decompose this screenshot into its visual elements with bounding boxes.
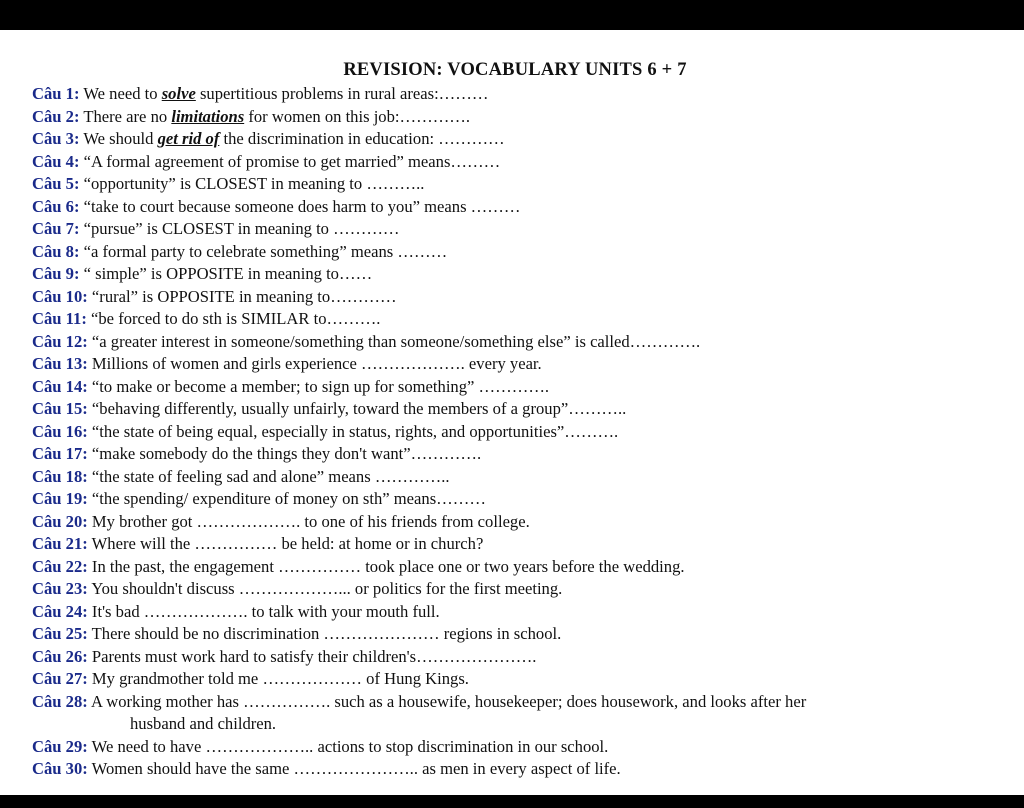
- question-3: Câu 3: We should get rid of the discrimination in education: …………: [32, 129, 505, 148]
- question-21: Câu 21: Where will the …………… be held: at home or in church?: [32, 534, 484, 553]
- question-8: Câu 8: “a formal party to celebrate something” means ………: [32, 241, 448, 261]
- keyword: limitations: [171, 106, 245, 126]
- question-22: Câu 22: In the past, the engagement …………… took place one or two years before the wedding.: [32, 556, 685, 576]
- question-20: Câu 20: My brother got ………………. to one of his friends from college.: [32, 511, 530, 531]
- question-19: Câu 19: “the spending/ expenditure of money on sth” means………: [32, 489, 486, 508]
- question-28-continuation: husband and children.: [130, 714, 277, 733]
- question-15: Câu 15: “behaving differently, usually unfairly, toward the members of a group”………..: [32, 399, 627, 418]
- keyword: get rid of: [157, 129, 220, 148]
- question-10: Câu 10: “rural” is OPPOSITE in meaning to…………: [32, 286, 397, 306]
- question-27: Câu 27: My grandmother told me ……………… of Hung Kings.: [32, 669, 469, 688]
- question-2: Câu 2: There are no limitations for women on this job:………….: [32, 106, 471, 126]
- question-6: Câu 6: “take to court because someone does harm to you” means ………: [32, 196, 521, 216]
- question-13: Câu 13: Millions of women and girls experience ………………. every year.: [32, 354, 542, 373]
- question-29: Câu 29: We need to have ……………….. actions to stop discrimination in our school.: [32, 736, 609, 756]
- question-11: Câu 11: “be forced to do sth is SIMILAR to……….: [32, 309, 381, 328]
- question-4: Câu 4: “A formal agreement of promise to get married” means………: [32, 151, 501, 171]
- question-26: Câu 26: Parents must work hard to satisfy their children's………………….: [32, 646, 537, 666]
- question-23: Câu 23: You shouldn't discuss ………………... or politics for the first meeting.: [32, 579, 563, 598]
- question-16: Câu 16: “the state of being equal, especially in status, rights, and opportunities”……….: [32, 421, 619, 441]
- worksheet-page: [0, 30, 1024, 795]
- question-28: Câu 28: A working mother has ……………. such as a housewife, housekeeper; does housework, and looks after her husband and children.: [32, 691, 1006, 736]
- question-18: Câu 18: “the state of feeling sad and alone” means …………..: [32, 466, 450, 486]
- question-1: Câu 1: We need to solve supertitious problems in rural areas:………: [32, 84, 489, 103]
- keyword: solve: [161, 84, 196, 103]
- question-12: Câu 12: “a greater interest in someone/something than someone/something else” is called………….: [32, 331, 701, 351]
- page-title: REVISION: VOCABULARY UNITS 6 + 7: [343, 60, 687, 80]
- question-7: Câu 7: “pursue” is CLOSEST in meaning to …………: [32, 219, 400, 238]
- question-9: Câu 9: “ simple” is OPPOSITE in meaning to……: [32, 264, 373, 283]
- bottom-border: [0, 795, 1024, 808]
- question-5: Câu 5: “opportunity” is CLOSEST in meaning to ………..: [32, 174, 425, 193]
- question-25: Câu 25: There should be no discrimination ………………… regions in school.: [32, 624, 562, 643]
- question-14: Câu 14: “to make or become a member; to sign up for something” ………….: [32, 376, 550, 396]
- question-30: Câu 30: Women should have the same ………………….. as men in every aspect of life.: [32, 759, 621, 778]
- question-24: Câu 24: It's bad ………………. to talk with your mouth full.: [32, 601, 440, 621]
- question-17: Câu 17: “make somebody do the things they don't want”………….: [32, 444, 482, 463]
